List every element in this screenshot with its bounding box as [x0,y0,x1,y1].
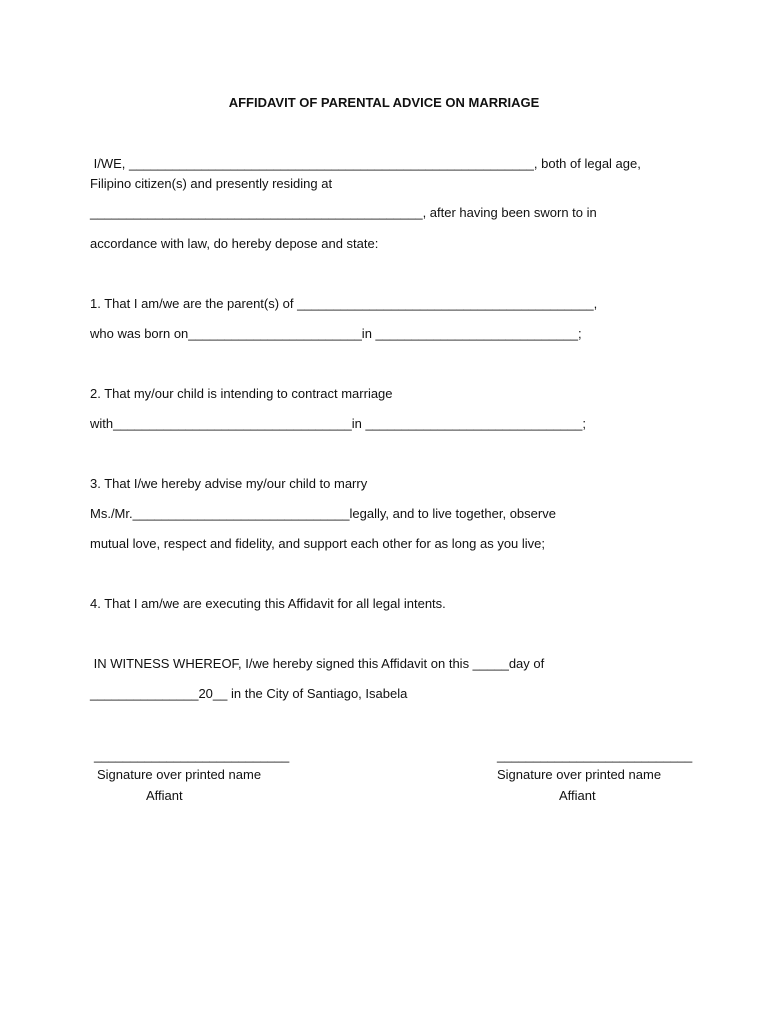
item-1-line-2: who was born on________________________in ____________________________; [90,326,582,341]
item-3-line-3: mutual love, respect and fidelity, and support each other for as long as you live; [90,536,546,551]
signature-caption: Signature over printed name [497,767,662,782]
witness-line-1: IN WITNESS WHEREOF, I/we hereby signed this Affidavit on this _____day of [90,656,545,671]
signature-line: ___________________________ [94,748,290,763]
item-4-line: 4. That I am/we are executing this Affidavit for all legal intents. [90,596,446,611]
signature-caption: Signature over printed name [97,767,262,782]
signature-role: Affiant [146,788,183,803]
signature-line: ___________________________ [497,748,693,763]
intro-line-4: accordance with law, do hereby depose and state: [90,236,379,251]
witness-line-2: _______________20__ in the City of Santiago, Isabela [90,686,408,701]
document-title: AFFIDAVIT OF PARENTAL ADVICE ON MARRIAGE [228,95,540,110]
item-2-line-1: 2. That my/our child is intending to contract marriage [90,386,393,401]
intro-line-1: I/WE, ________________________________________________________, both of legal age, [90,156,641,171]
intro-line-2: Filipino citizen(s) and presently residing at [90,176,333,191]
signature-role: Affiant [559,788,596,803]
item-3-line-2: Ms./Mr.______________________________legally, and to live together, observe [90,506,556,521]
item-1-line-1: 1. That I am/we are the parent(s) of _________________________________________, [90,296,598,311]
item-3-line-1: 3. That I/we hereby advise my/our child to marry [90,476,368,491]
item-2-line-2: with_________________________________in ______________________________; [90,416,586,431]
intro-line-3: ______________________________________________, after having been sworn to in [90,205,597,220]
